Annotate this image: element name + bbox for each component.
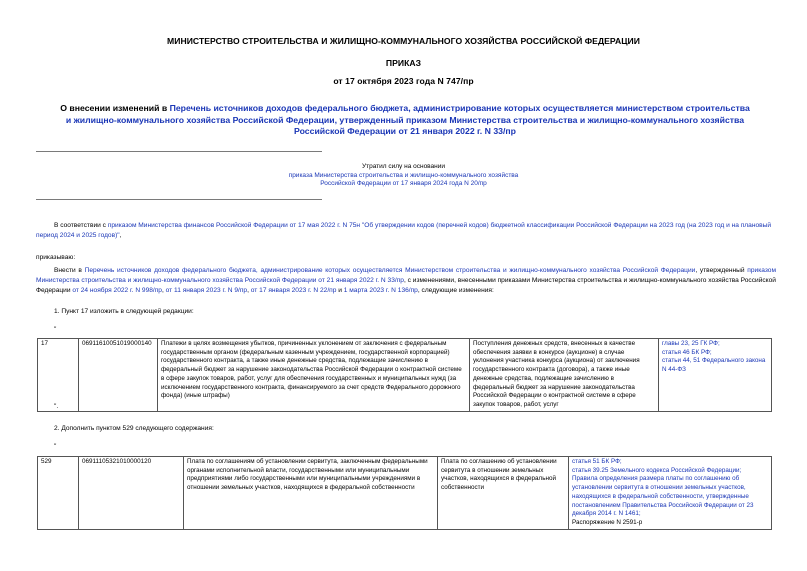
- preamble-link[interactable]: приказом Министерства финансов Российской Федерации от 17 мая 2022 г. N 75н "Об утверждении кодов (перечней кодов) бюджетной классификации Российской Федерации на 2023 год (на 2023 год и на плановый период 2024 и 2025 годов)": [36, 222, 772, 240]
- quote-close-1: ".: [54, 403, 59, 410]
- cell-code: 06911610051019000140: [79, 339, 158, 412]
- order-9-link[interactable]: от 11 января 2023 г. N 9/пр: [165, 287, 248, 295]
- order-33-link[interactable]: приказом Министерства строительства и жилищно-коммунального хозяйства Российской Федерации от 21 января 2022 г. N 33/пр: [36, 267, 776, 285]
- validity-line-1: Утратил силу на основании: [361, 163, 446, 170]
- order-998-link[interactable]: от 24 ноября 2022 г. N 998/пр: [72, 287, 162, 295]
- item-1: 1. Пункт 17 изложить в следующей редакции:: [54, 308, 194, 315]
- divider-top: [36, 151, 322, 152]
- item-2: 2. Дополнить пунктом 529 следующего содержания:: [54, 425, 214, 432]
- divider-bottom: [36, 199, 322, 200]
- table-row: [38, 457, 772, 530]
- preamble: В соответствии с приказом Министерства финансов Российской Федерации от 17 мая 2022 г. N 75н "Об утверждении кодов (перечней кодов) бюджетной классификации Российской Федерации на 2023 год (на 2023 год и на плановый период 2024 и 2025 годов)",: [36, 222, 772, 240]
- cell-laws: [569, 457, 772, 530]
- law-link[interactable]: статья 46 БК РФ;: [662, 348, 712, 356]
- table-row: [38, 339, 772, 412]
- cell-laws: [659, 339, 772, 412]
- order-22-link[interactable]: от 17 января 2023 г. N 22/пр: [250, 287, 337, 295]
- table-item-17: [37, 338, 772, 412]
- title-link[interactable]: Перечень источников доходов федерального бюджета, администрирование которых осуществляется министерством строительства и жилищно-коммунального хозяйства Российской Федерации, утвержденный приказом Министерства строительства и жилищно-коммунального хозяйства Российской Федерации от 21 января 2022 г. N 33/пр: [65, 103, 750, 136]
- validity-note: [200, 163, 607, 189]
- cell-source: Поступления денежных средств, внесенных в качестве обеспечения заявки в конкурсе (аукционе) в случае уклонения участника конкурса (аукциона) от заключения государственного контракта (договора), а также иные денежные средства, подлежащие зачислению в федеральный бюджет за нарушение законодательства Российской Федерации о контрактной системе в сфере закупок товаров, работ, услуг: [470, 339, 659, 412]
- doc-date: от 17 октября 2023 года N 747/пр: [333, 76, 474, 86]
- cell-desc: Плата по соглашениям об установлении сервитута, заключенным федеральными органами исполнительной власти, государственными или муниципальными предприятиями либо государственными или муниципальными учреждениями в отношении земельных участков, находящихся в федеральной собственности: [184, 457, 438, 530]
- law-text: Распоряжение N 2591-р: [572, 518, 643, 526]
- quote-open-2: ": [54, 443, 57, 450]
- law-link[interactable]: статья 39.25 Земельного кодекса Российской Федерации;: [572, 466, 742, 474]
- law-link[interactable]: главы 23, 25 ГК РФ;: [662, 340, 720, 347]
- order-word: приказываю:: [36, 254, 76, 261]
- cell-code: 06911105321010000120: [79, 457, 184, 530]
- order-136-link[interactable]: 1 марта 2023 г. N 136/пр: [343, 287, 418, 295]
- law-link[interactable]: статьи 44, 51 Федерального закона N 44-ФЗ: [662, 357, 766, 374]
- list-link[interactable]: Перечень источников доходов федерального бюджета, администрирование которых осуществляется Министерством строительства и жилищно-коммунального хозяйства Российской Федерации: [84, 267, 696, 274]
- validity-link-2[interactable]: Российской Федерации от 17 января 2024 года N 20/пр: [320, 180, 487, 188]
- cell-source: Плата по соглашению об установлении сервитута в отношении земельных участков, находящихся в федеральной собственности: [438, 457, 569, 530]
- body-paragraph: Внести в Перечень источников доходов федерального бюджета, администрирование которых осуществляется Министерством строительства и жилищно-коммунального хозяйства Российской Федерации, утвержденный приказом Министерства строительства и жилищно-коммунального хозяйства Российской Федерации от 21 января 2022 г. N 33/пр, с изменениями, внесенными приказами Министерства строительства и жилищно-коммунального хозяйства Российской Федерации от 24 ноября 2022 г. N 998/пр, от 11 января 2023 г. N 9/пр, от 17 января 2023 г. N 22/пр и 1 марта 2023 г. N 136/пр, следующие изменения:: [36, 267, 776, 295]
- law-link[interactable]: статья 51 БК РФ;: [572, 458, 622, 465]
- law-link[interactable]: Правила определения размера платы по соглашению об установлении сервитута в отношении земельных участков, находящихся в федеральной собственности, утвержденные постановлением Правительства Российской Федерации от 23 декабря 2014 г. N 1461;: [572, 475, 754, 518]
- validity-link-1[interactable]: приказа Министерства строительства и жилищно-коммунального хозяйства: [288, 171, 519, 179]
- doc-type: ПРИКАЗ: [385, 58, 422, 68]
- quote-open-1: ": [54, 326, 57, 333]
- table-item-529: [37, 456, 772, 530]
- title-prefix: О внесении изменений в: [60, 103, 170, 113]
- cell-desc: Платежи в целях возмещения убытков, причиненных уклонением от заключения с федеральным государственным органом (федеральным казенным учреждением, государственной корпорацией) государственного контракта, а также иные денежные средства, подлежащие зачислению в федеральный бюджет за нарушение законодательства Российской Федерации о контрактной системе в сфере закупок товаров, работ, услуг для обеспечения государственных и муниципальных нужд (за исключением государственного контракта, финансируемого за счет средств Федерального дорожного фонда) (иные штрафы): [158, 339, 470, 412]
- cell-num: 17: [38, 339, 79, 412]
- cell-num: 529: [38, 457, 79, 530]
- document-title: [60, 103, 750, 138]
- ministry-heading: МИНИСТЕРСТВО СТРОИТЕЛЬСТВА И ЖИЛИЩНО-КОММУНАЛЬНОГО ХОЗЯЙСТВА РОССИЙСКОЙ ФЕДЕРАЦИИ: [167, 36, 640, 46]
